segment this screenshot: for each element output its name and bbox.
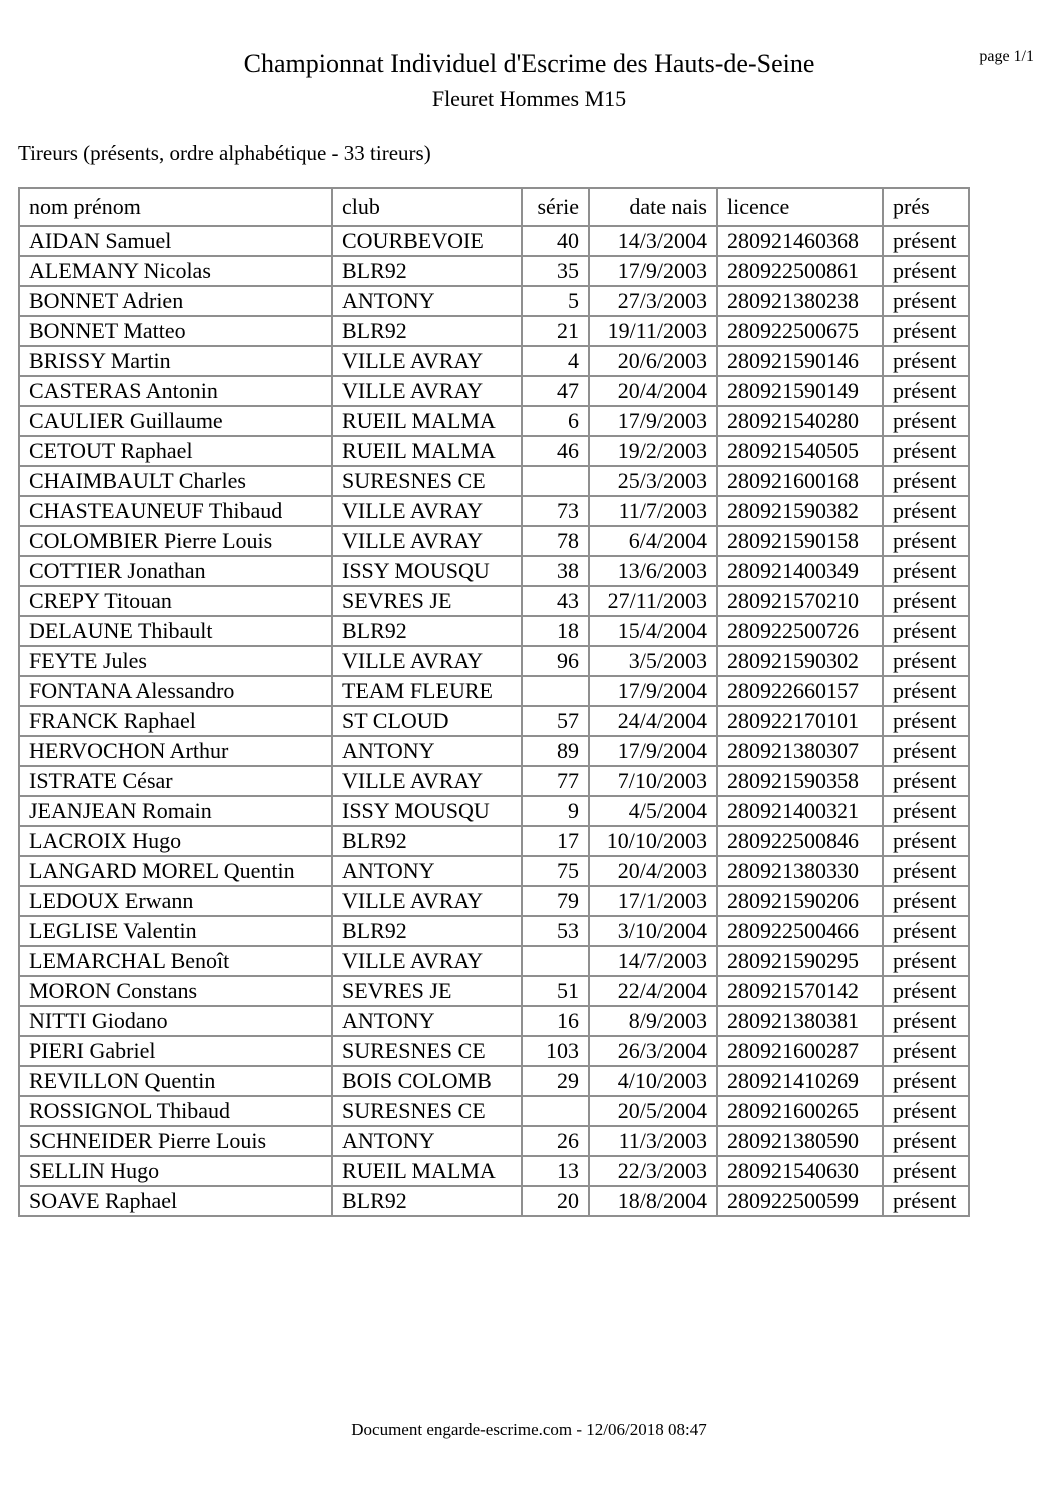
cell-nom-prenom: JEANJEAN Romain [19,796,332,826]
table-row [19,796,969,826]
cell-licence: 280921460368 [717,226,883,256]
table-row [19,946,969,976]
cell-date-nais: 17/1/2003 [589,886,717,916]
cell-date-nais: 20/4/2004 [589,376,717,406]
cell-nom-prenom: COLOMBIER Pierre Louis [19,526,332,556]
cell-pres: présent [883,1036,969,1066]
cell-serie: 43 [522,586,589,616]
cell-pres: présent [883,796,969,826]
cell-serie: 47 [522,376,589,406]
cell-club: RUEIL MALMA [332,1156,522,1186]
table-header-row [19,188,969,226]
cell-club: BLR92 [332,616,522,646]
table-row [19,406,969,436]
cell-licence: 280921380307 [717,736,883,766]
cell-club: SURESNES CE [332,1096,522,1126]
cell-club: VILLE AVRAY [332,376,522,406]
cell-date-nais: 22/3/2003 [589,1156,717,1186]
cell-date-nais: 20/6/2003 [589,346,717,376]
table-row [19,496,969,526]
cell-licence: 280921380590 [717,1126,883,1156]
cell-club: VILLE AVRAY [332,946,522,976]
cell-date-nais: 19/11/2003 [589,316,717,346]
cell-serie: 57 [522,706,589,736]
cell-licence: 280921600168 [717,466,883,496]
cell-pres: présent [883,886,969,916]
cell-club: VILLE AVRAY [332,346,522,376]
cell-club: ANTONY [332,286,522,316]
cell-pres: présent [883,256,969,286]
cell-serie: 5 [522,286,589,316]
cell-date-nais: 27/11/2003 [589,586,717,616]
cell-pres: présent [883,436,969,466]
cell-pres: présent [883,346,969,376]
cell-pres: présent [883,616,969,646]
cell-serie: 20 [522,1186,589,1216]
cell-date-nais: 14/7/2003 [589,946,717,976]
cell-licence: 280921400321 [717,796,883,826]
table-row [19,466,969,496]
cell-licence: 280922170101 [717,706,883,736]
cell-pres: présent [883,316,969,346]
cell-nom-prenom: CHAIMBAULT Charles [19,466,332,496]
cell-nom-prenom: LEGLISE Valentin [19,916,332,946]
cell-pres: présent [883,1126,969,1156]
tireurs-table [18,187,970,1217]
cell-serie [522,946,589,976]
cell-serie: 18 [522,616,589,646]
cell-pres: présent [883,766,969,796]
cell-licence: 280921590382 [717,496,883,526]
cell-serie: 77 [522,766,589,796]
cell-nom-prenom: HERVOCHON Arthur [19,736,332,766]
cell-club: ANTONY [332,856,522,886]
cell-serie: 51 [522,976,589,1006]
cell-pres: présent [883,376,969,406]
cell-nom-prenom: ALEMANY Nicolas [19,256,332,286]
table-row [19,616,969,646]
cell-pres: présent [883,1096,969,1126]
cell-nom-prenom: REVILLON Quentin [19,1066,332,1096]
table-row [19,316,969,346]
cell-pres: présent [883,526,969,556]
tireurs-table-body [19,226,969,1216]
table-row [19,1006,969,1036]
cell-club: TEAM FLEURE [332,676,522,706]
cell-date-nais: 19/2/2003 [589,436,717,466]
table-row [19,646,969,676]
table-row [19,916,969,946]
cell-licence: 280921380238 [717,286,883,316]
cell-club: VILLE AVRAY [332,766,522,796]
table-row [19,886,969,916]
cell-licence: 280921590358 [717,766,883,796]
cell-licence: 280922660157 [717,676,883,706]
page-subtitle: Fleuret Hommes M15 [431,86,627,111]
cell-pres: présent [883,226,969,256]
cell-serie: 96 [522,646,589,676]
table-row [19,1186,969,1216]
cell-serie: 35 [522,256,589,286]
cell-date-nais: 15/4/2004 [589,616,717,646]
column-header-nom-prenom: nom prénom [19,188,332,226]
cell-serie [522,1096,589,1126]
cell-pres: présent [883,406,969,436]
cell-pres: présent [883,946,969,976]
page-number-indicator: page 1/1 [979,48,1034,65]
cell-licence: 280921380330 [717,856,883,886]
cell-date-nais: 3/10/2004 [589,916,717,946]
cell-club: SURESNES CE [332,466,522,496]
cell-nom-prenom: LEDOUX Erwann [19,886,332,916]
cell-licence: 280921590146 [717,346,883,376]
table-row [19,256,969,286]
cell-date-nais: 11/3/2003 [589,1126,717,1156]
cell-date-nais: 4/5/2004 [589,796,717,826]
cell-nom-prenom: AIDAN Samuel [19,226,332,256]
cell-date-nais: 17/9/2004 [589,736,717,766]
cell-nom-prenom: SELLIN Hugo [19,1156,332,1186]
table-row [19,1096,969,1126]
table-row [19,1066,969,1096]
cell-club: SEVRES JE [332,976,522,1006]
cell-serie: 53 [522,916,589,946]
cell-nom-prenom: LANGARD MOREL Quentin [19,856,332,886]
cell-nom-prenom: BONNET Adrien [19,286,332,316]
cell-pres: présent [883,826,969,856]
table-row [19,376,969,406]
cell-date-nais: 17/9/2004 [589,676,717,706]
cell-serie: 4 [522,346,589,376]
cell-date-nais: 17/9/2003 [589,406,717,436]
table-row [19,586,969,616]
cell-club: ISSY MOUSQU [332,556,522,586]
cell-nom-prenom: BRISSY Martin [19,346,332,376]
cell-pres: présent [883,736,969,766]
cell-nom-prenom: CAULIER Guillaume [19,406,332,436]
cell-nom-prenom: PIERI Gabriel [19,1036,332,1066]
cell-licence: 280921540630 [717,1156,883,1186]
cell-pres: présent [883,586,969,616]
table-row [19,1036,969,1066]
cell-pres: présent [883,676,969,706]
cell-pres: présent [883,1156,969,1186]
cell-date-nais: 27/3/2003 [589,286,717,316]
cell-licence: 280921400349 [717,556,883,586]
cell-club: BLR92 [332,1186,522,1216]
cell-date-nais: 20/4/2003 [589,856,717,886]
cell-licence: 280921590295 [717,946,883,976]
column-header-date-nais: date nais [589,188,717,226]
cell-serie [522,466,589,496]
cell-licence: 280921570210 [717,586,883,616]
cell-club: VILLE AVRAY [332,496,522,526]
cell-serie: 21 [522,316,589,346]
cell-licence: 280921590302 [717,646,883,676]
cell-serie: 73 [522,496,589,526]
cell-pres: présent [883,646,969,676]
cell-nom-prenom: ISTRATE César [19,766,332,796]
cell-serie: 13 [522,1156,589,1186]
cell-nom-prenom: ROSSIGNOL Thibaud [19,1096,332,1126]
cell-licence: 280922500675 [717,316,883,346]
cell-pres: présent [883,466,969,496]
cell-date-nais: 3/5/2003 [589,646,717,676]
cell-club: BLR92 [332,916,522,946]
cell-nom-prenom: LACROIX Hugo [19,826,332,856]
cell-serie: 17 [522,826,589,856]
table-row [19,976,969,1006]
table-row [19,766,969,796]
cell-licence: 280922500466 [717,916,883,946]
cell-club: ISSY MOUSQU [332,796,522,826]
cell-nom-prenom: SOAVE Raphael [19,1186,332,1216]
table-row [19,346,969,376]
document-footer: Document engarde-escrime.com - 12/06/2018 08:47 [351,1420,707,1439]
cell-nom-prenom: CREPY Titouan [19,586,332,616]
table-row [19,226,969,256]
table-row [19,676,969,706]
table-row [19,436,969,466]
cell-club: BLR92 [332,316,522,346]
cell-pres: présent [883,1186,969,1216]
cell-club: BOIS COLOMB [332,1066,522,1096]
cell-club: VILLE AVRAY [332,526,522,556]
cell-serie: 38 [522,556,589,586]
cell-serie: 16 [522,1006,589,1036]
table-row [19,556,969,586]
cell-date-nais: 11/7/2003 [589,496,717,526]
cell-club: RUEIL MALMA [332,436,522,466]
cell-club: SURESNES CE [332,1036,522,1066]
cell-nom-prenom: CASTERAS Antonin [19,376,332,406]
cell-nom-prenom: MORON Constans [19,976,332,1006]
cell-date-nais: 10/10/2003 [589,826,717,856]
cell-club: VILLE AVRAY [332,646,522,676]
cell-pres: présent [883,856,969,886]
cell-licence: 280921570142 [717,976,883,1006]
cell-date-nais: 7/10/2003 [589,766,717,796]
cell-pres: présent [883,496,969,526]
cell-licence: 280921590158 [717,526,883,556]
cell-date-nais: 4/10/2003 [589,1066,717,1096]
cell-licence: 280922500599 [717,1186,883,1216]
cell-licence: 280921600265 [717,1096,883,1126]
cell-serie: 26 [522,1126,589,1156]
cell-date-nais: 26/3/2004 [589,1036,717,1066]
cell-date-nais: 8/9/2003 [589,1006,717,1036]
table-row [19,526,969,556]
column-header-club: club [332,188,522,226]
cell-nom-prenom: CHASTEAUNEUF Thibaud [19,496,332,526]
cell-pres: présent [883,1006,969,1036]
cell-licence: 280921380381 [717,1006,883,1036]
cell-licence: 280921590149 [717,376,883,406]
cell-club: VILLE AVRAY [332,886,522,916]
table-row [19,856,969,886]
cell-licence: 280922500861 [717,256,883,286]
cell-club: ST CLOUD [332,706,522,736]
cell-pres: présent [883,1066,969,1096]
cell-date-nais: 14/3/2004 [589,226,717,256]
cell-licence: 280921600287 [717,1036,883,1066]
cell-nom-prenom: SCHNEIDER Pierre Louis [19,1126,332,1156]
cell-serie: 46 [522,436,589,466]
cell-date-nais: 17/9/2003 [589,256,717,286]
cell-nom-prenom: CETOUT Raphael [19,436,332,466]
cell-serie [522,676,589,706]
cell-club: BLR92 [332,256,522,286]
cell-serie: 9 [522,796,589,826]
cell-date-nais: 6/4/2004 [589,526,717,556]
cell-nom-prenom: FEYTE Jules [19,646,332,676]
cell-licence: 280922500846 [717,826,883,856]
cell-pres: présent [883,706,969,736]
cell-club: ANTONY [332,1006,522,1036]
cell-nom-prenom: LEMARCHAL Benoît [19,946,332,976]
table-row [19,1126,969,1156]
table-row [19,706,969,736]
column-header-serie: série [522,188,589,226]
cell-serie: 78 [522,526,589,556]
cell-date-nais: 24/4/2004 [589,706,717,736]
column-header-licence: licence [717,188,883,226]
cell-nom-prenom: FONTANA Alessandro [19,676,332,706]
cell-serie: 103 [522,1036,589,1066]
cell-licence: 280921540280 [717,406,883,436]
cell-nom-prenom: FRANCK Raphael [19,706,332,736]
table-row [19,826,969,856]
cell-serie: 40 [522,226,589,256]
cell-club: ANTONY [332,1126,522,1156]
cell-serie: 89 [522,736,589,766]
cell-nom-prenom: NITTI Giodano [19,1006,332,1036]
cell-date-nais: 22/4/2004 [589,976,717,1006]
cell-licence: 280921590206 [717,886,883,916]
cell-date-nais: 20/5/2004 [589,1096,717,1126]
cell-club: ANTONY [332,736,522,766]
cell-nom-prenom: COTTIER Jonathan [19,556,332,586]
cell-club: BLR92 [332,826,522,856]
section-heading: Tireurs (présents, ordre alphabétique - 33 tireurs) [18,141,431,165]
cell-club: RUEIL MALMA [332,406,522,436]
page-title: Championnat Individuel d'Escrime des Hauts-de-Seine [243,49,815,78]
table-row [19,1156,969,1186]
cell-date-nais: 25/3/2003 [589,466,717,496]
column-header-pres: prés [883,188,969,226]
table-row [19,736,969,766]
cell-pres: présent [883,916,969,946]
cell-nom-prenom: BONNET Matteo [19,316,332,346]
cell-serie: 6 [522,406,589,436]
cell-date-nais: 13/6/2003 [589,556,717,586]
cell-pres: présent [883,556,969,586]
table-row [19,286,969,316]
cell-date-nais: 18/8/2004 [589,1186,717,1216]
cell-serie: 29 [522,1066,589,1096]
cell-licence: 280921540505 [717,436,883,466]
cell-licence: 280922500726 [717,616,883,646]
cell-serie: 79 [522,886,589,916]
cell-club: SEVRES JE [332,586,522,616]
cell-pres: présent [883,286,969,316]
cell-club: COURBEVOIE [332,226,522,256]
cell-nom-prenom: DELAUNE Thibault [19,616,332,646]
cell-serie: 75 [522,856,589,886]
cell-licence: 280921410269 [717,1066,883,1096]
cell-pres: présent [883,976,969,1006]
